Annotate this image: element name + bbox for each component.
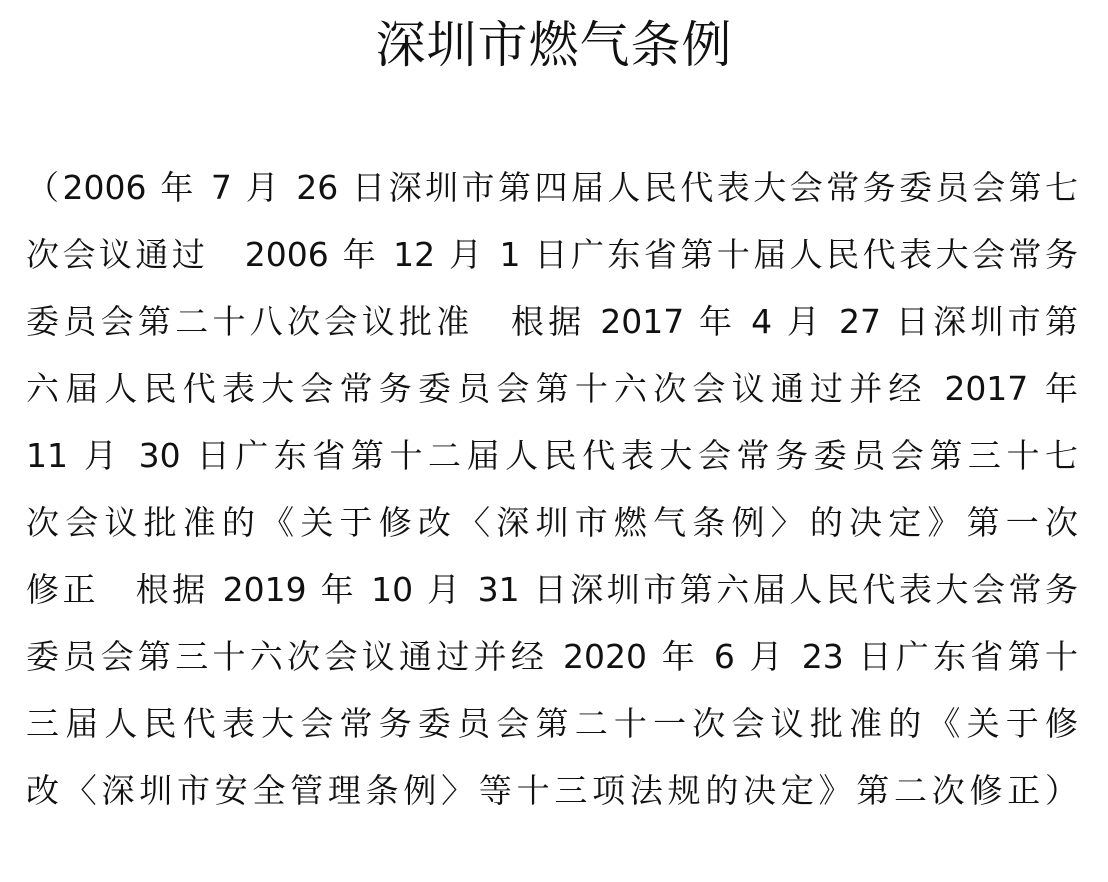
preamble-line: 委员会第二十八次会议批准 根据 2017 年 4 月 27 日深圳市第 — [26, 302, 1078, 341]
preamble-line: （2006 年 7 月 26 日深圳市第四届人民代表大会常务委员会第七 — [26, 168, 1078, 207]
legislative-history-preamble — [26, 154, 1078, 824]
preamble-line: 11 月 30 日广东省第十二届人民代表大会常务委员会第三十七 — [26, 436, 1078, 475]
preamble-line: 次会议批准的《关于修改〈深圳市燃气条例〉的决定》第一次 — [26, 503, 1078, 542]
preamble-line: 改〈深圳市安全管理条例〉等十三项法规的决定》第二次修正） — [26, 771, 1078, 810]
preamble-line: 三届人民代表大会常务委员会第二十一次会议批准的《关于修 — [26, 704, 1078, 743]
preamble-line: 次会议通过 2006 年 12 月 1 日广东省第十届人民代表大会常务 — [26, 235, 1078, 274]
document-title: 深圳市燃气条例 — [375, 16, 733, 74]
preamble-line: 六届人民代表大会常务委员会第十六次会议通过并经 2017 年 — [26, 369, 1078, 408]
preamble-line: 委员会第三十六次会议通过并经 2020 年 6 月 23 日广东省第十 — [26, 637, 1078, 676]
preamble-line: 修正 根据 2019 年 10 月 31 日深圳市第六届人民代表大会常务 — [26, 570, 1078, 609]
